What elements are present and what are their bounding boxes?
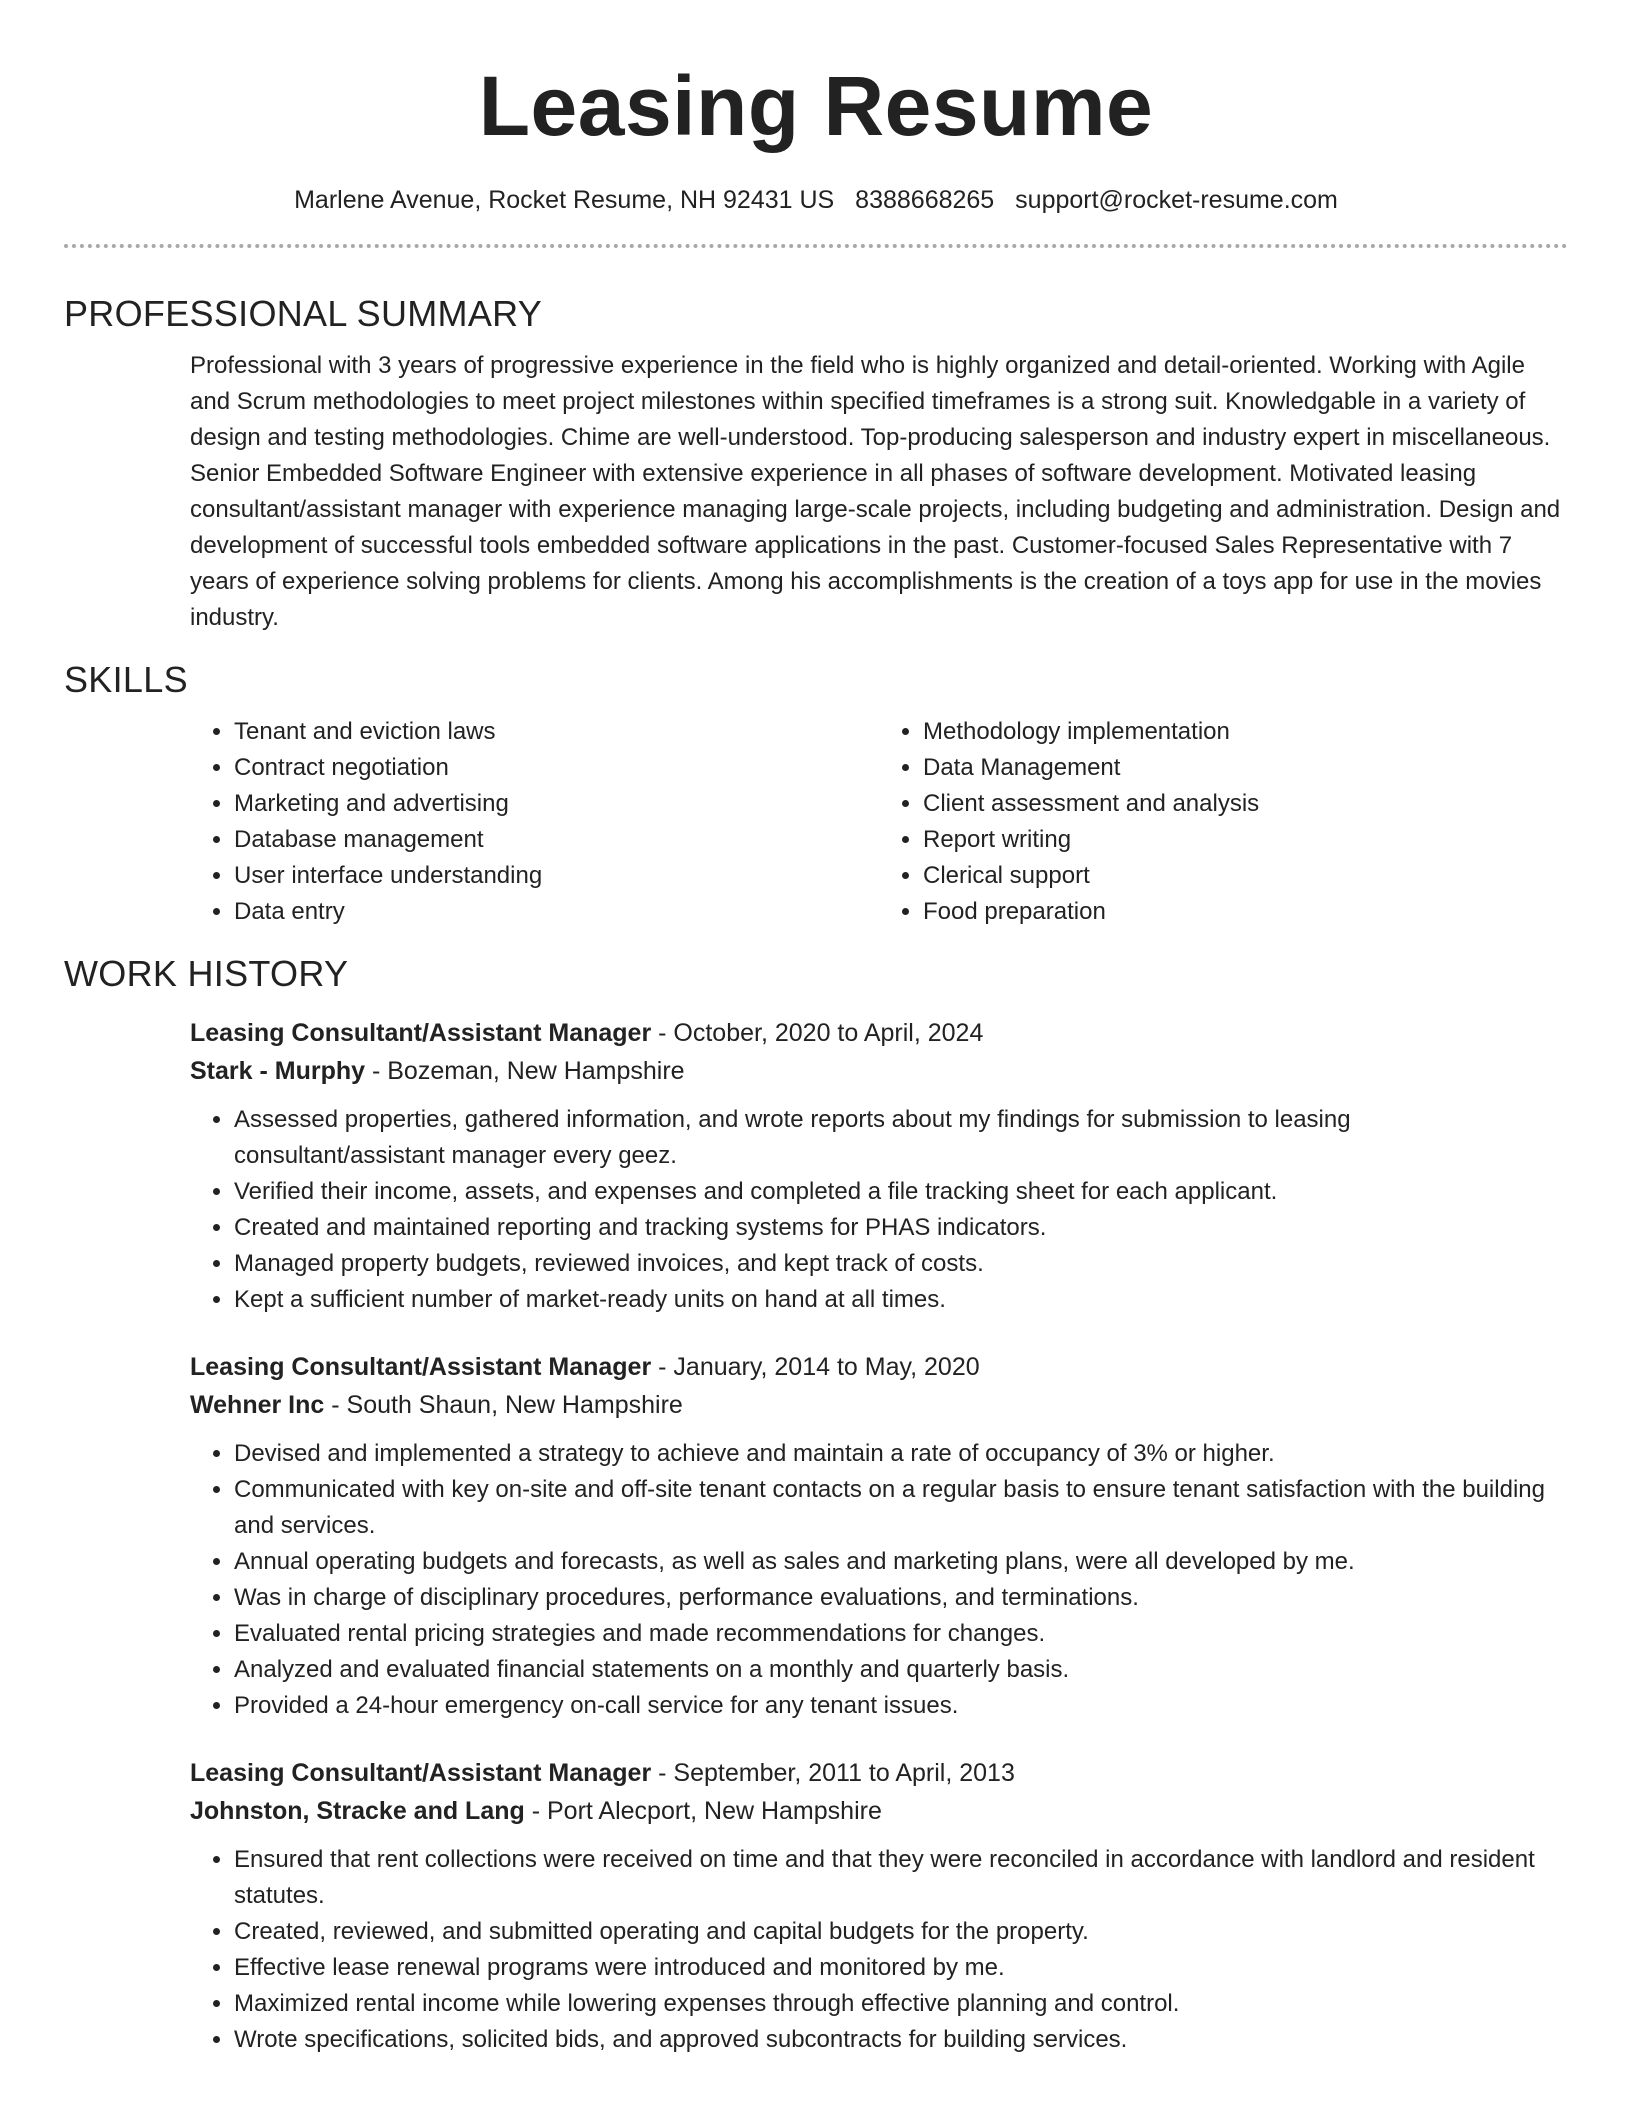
job-title-line: [190, 1348, 1568, 1386]
skill-item: • Clerical support: [923, 858, 1568, 894]
job-location: - South Shaun, New Hampshire: [324, 1391, 683, 1419]
job-company-line: [190, 1792, 1568, 1830]
skill-item: • Data entry: [234, 894, 879, 930]
job-dates: - October, 2020 to April, 2024: [651, 1019, 984, 1047]
job-bullet: • Wrote specifications, solicited bids, and approved subcontracts for building services.: [234, 2022, 1568, 2058]
job-bullet: • Provided a 24-hour emergency on-call service for any tenant issues.: [234, 1688, 1568, 1724]
skills-column-right: [879, 714, 1568, 930]
header-divider: [64, 244, 1568, 248]
summary-heading: PROFESSIONAL SUMMARY: [64, 293, 543, 334]
job-company-line: [190, 1386, 1568, 1424]
job-entry: [190, 1348, 1568, 1724]
contact-line: [64, 184, 1568, 216]
job-bullet: • Ensured that rent collections were received on time and that they were reconciled in accordance with landlord and resident statutes.: [234, 1842, 1568, 1914]
job-bullet: • Devised and implemented a strategy to achieve and maintain a rate of occupancy of 3% or higher.: [234, 1436, 1568, 1472]
job-role: Leasing Consultant/Assistant Manager: [190, 1353, 652, 1381]
skill-item: • Marketing and advertising: [234, 786, 879, 822]
job-bullet: • Verified their income, assets, and expenses and completed a file tracking sheet for each applicant.: [234, 1174, 1568, 1210]
job-role: Leasing Consultant/Assistant Manager: [190, 1019, 652, 1047]
contact-phone: 8388668265: [855, 186, 995, 214]
resume-title: Leasing Resume: [478, 59, 1154, 153]
job-bullet: • Maximized rental income while lowering expenses through effective planning and control.: [234, 1986, 1568, 2022]
job-bullet: • Managed property budgets, reviewed invoices, and kept track of costs.: [234, 1246, 1568, 1282]
job-bullet: • Assessed properties, gathered information, and wrote reports about my findings for submission to leasing consultant/assistant manager every geez.: [234, 1102, 1568, 1174]
job-entry: [190, 1014, 1568, 1318]
job-bullets: [190, 1102, 1568, 1318]
skills-column-left: [190, 714, 879, 930]
skill-item: • Data Management: [923, 750, 1568, 786]
job-dates: - September, 2011 to April, 2013: [651, 1759, 1015, 1787]
job-bullet: • Evaluated rental pricing strategies and made recommendations for changes.: [234, 1616, 1568, 1652]
contact-address: Marlene Avenue, Rocket Resume, NH 92431 US: [294, 186, 835, 214]
job-bullet: • Created and maintained reporting and tracking systems for PHAS indicators.: [234, 1210, 1568, 1246]
job-bullet: • Kept a sufficient number of market-ready units on hand at all times.: [234, 1282, 1568, 1318]
skill-item: • Database management: [234, 822, 879, 858]
summary-text: Professional with 3 years of progressive experience in the field who is highly organized and detail-oriented. Working with Agile and Scrum methodologies to meet project milestones within specified timeframes is a strong suit. Knowledgable in a variety of design and testing methodologies. Chime are well-understood. Top-producing salesperson and industry expert in miscellaneous. Senior Embedded Software Engineer with extensive experience in all phases of software development. Motivated leasing consultant/assistant manager with experience managing large-scale projects, including budgeting and administration. Design and development of successful tools embedded software applications in the past. Customer-focused Sales Representative with 7 years of experience solving problems for clients. Among his accomplishments is the creation of a toys app for use in the movies industry.: [190, 352, 1561, 631]
job-bullet: • Effective lease renewal programs were introduced and monitored by me.: [234, 1950, 1568, 1986]
job-bullets: [190, 1842, 1568, 2058]
job-title-line: [190, 1014, 1568, 1052]
job-company: Wehner Inc: [190, 1391, 325, 1419]
skill-item: • Tenant and eviction laws: [234, 714, 879, 750]
job-bullets: [190, 1436, 1568, 1724]
job-dates: - January, 2014 to May, 2020: [651, 1353, 980, 1381]
skill-item: • Contract negotiation: [234, 750, 879, 786]
job-company: Stark - Murphy: [190, 1057, 366, 1085]
skill-item: • User interface understanding: [234, 858, 879, 894]
job-entry: [190, 1754, 1568, 2058]
job-bullet: • Created, reviewed, and submitted operating and capital budgets for the property.: [234, 1914, 1568, 1950]
job-title-line: [190, 1754, 1568, 1792]
skills-list: [190, 714, 1568, 930]
job-location: - Bozeman, New Hampshire: [365, 1057, 685, 1085]
skill-item: • Report writing: [923, 822, 1568, 858]
work-history-heading: WORK HISTORY: [64, 953, 349, 994]
job-bullet: • Analyzed and evaluated financial statements on a monthly and quarterly basis.: [234, 1652, 1568, 1688]
skills-heading: SKILLS: [64, 659, 188, 700]
job-bullet: • Was in charge of disciplinary procedures, performance evaluations, and terminations.: [234, 1580, 1568, 1616]
job-bullet: • Communicated with key on-site and off-site tenant contacts on a regular basis to ensure tenant satisfaction with the building and services.: [234, 1472, 1568, 1544]
job-company-line: [190, 1052, 1568, 1090]
job-company: Johnston, Stracke and Lang: [190, 1797, 525, 1825]
job-location: - Port Alecport, New Hampshire: [524, 1797, 882, 1825]
skill-item: • Client assessment and analysis: [923, 786, 1568, 822]
contact-email: support@rocket-resume.com: [1015, 186, 1338, 214]
job-bullet: • Annual operating budgets and forecasts, as well as sales and marketing plans, were all developed by me.: [234, 1544, 1568, 1580]
job-role: Leasing Consultant/Assistant Manager: [190, 1759, 652, 1787]
skill-item: • Food preparation: [923, 894, 1568, 930]
skill-item: • Methodology implementation: [923, 714, 1568, 750]
